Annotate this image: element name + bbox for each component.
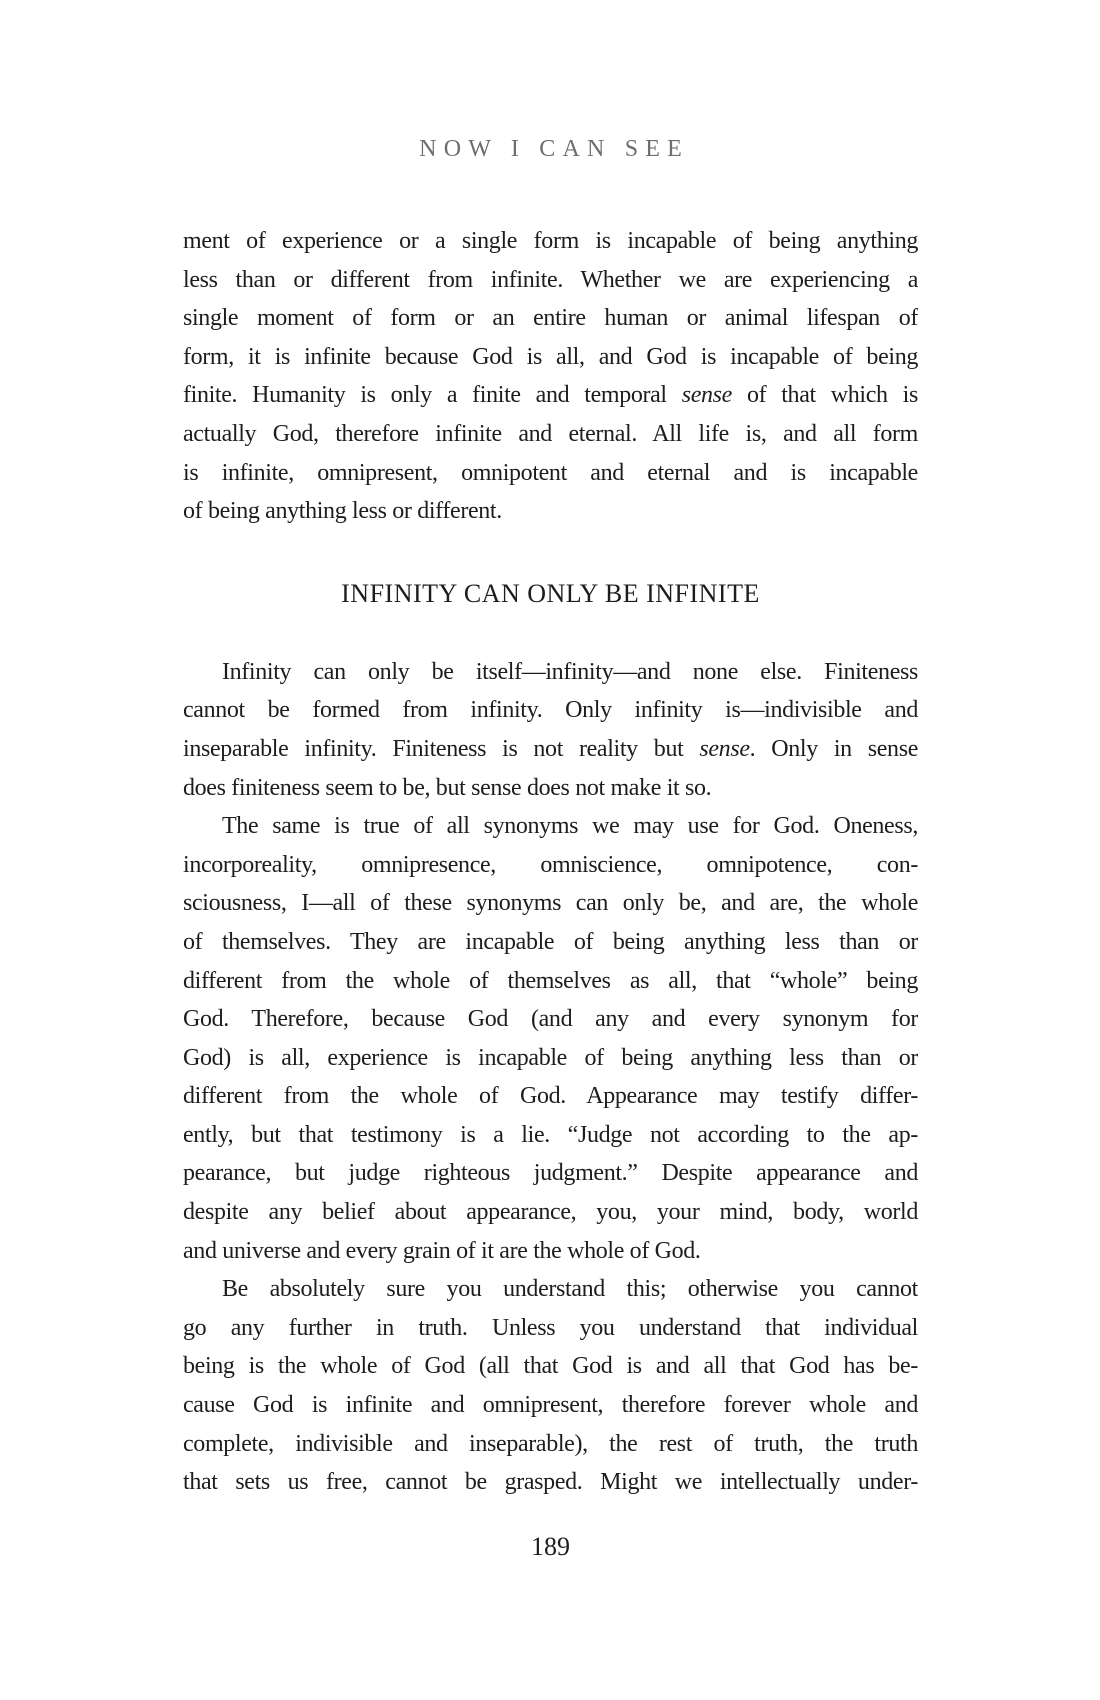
text-line: incorporeality, omnipresence, omniscience, omnipotence, con- <box>183 851 918 878</box>
text-line: being is the whole of God (all that God is and all that God has be- <box>183 1353 918 1380</box>
text-line: God. Therefore, because God (and any and every synonym for <box>183 1006 918 1033</box>
text-line: complete, indivisible and inseparable), the rest of truth, the truth <box>183 1430 918 1457</box>
text-line: form, it is infinite because God is all, and God is incapable of being <box>183 343 918 370</box>
text-line: Infinity can only be itself—infinity—and none else. Finiteness <box>222 658 918 685</box>
text-line: and universe and every grain of it are the whole of God. <box>183 1237 701 1264</box>
text-line: of themselves. They are incapable of being anything less than or <box>183 928 918 955</box>
section-heading: INFINITY CAN ONLY BE INFINITE <box>341 578 760 608</box>
running-header: NOW I CAN SEE <box>419 136 689 162</box>
text-line: less than or different from infinite. Whether we are experiencing a <box>183 266 918 293</box>
text-line: different from the whole of themselves as all, that “whole” being <box>183 967 918 994</box>
paragraph <box>183 807 918 1270</box>
text-line: different from the whole of God. Appearance may testify differ- <box>183 1083 918 1110</box>
text-line: sciousness, I—all of these synonyms can only be, and are, the whole <box>183 890 918 917</box>
text-line: single moment of form or an entire human or animal lifespan of <box>183 305 918 332</box>
text-line: God) is all, experience is incapable of being anything less than or <box>183 1044 918 1071</box>
text-line: that sets us free, cannot be grasped. Might we intellectually under- <box>183 1469 918 1496</box>
text-line: pearance, but judge righteous judgment.” Despite appearance and <box>183 1160 918 1187</box>
text-line: cause God is infinite and omnipresent, therefore forever whole and <box>183 1392 918 1419</box>
paragraph <box>183 1270 918 1502</box>
text-line: is infinite, omnipresent, omnipotent and eternal and is incapable <box>183 459 918 486</box>
text-line: cannot be formed from infinity. Only infinity is—indivisible and <box>183 697 918 724</box>
page-number: 189 <box>531 1532 570 1561</box>
text-line: ently, but that testimony is a lie. “Judge not according to the ap- <box>183 1121 918 1148</box>
italic-text: sense <box>699 735 750 762</box>
page-body <box>183 222 918 1502</box>
paragraph <box>183 653 918 807</box>
text-line: does finiteness seem to be, but sense does not make it so. <box>183 774 712 801</box>
text-line: ment of experience or a single form is incapable of being anything <box>183 228 918 254</box>
text-line: inseparable infinity. Finiteness is not reality but sense. Only in sense <box>183 735 918 762</box>
text-line: Be absolutely sure you understand this; otherwise you cannot <box>222 1276 918 1303</box>
text-line: actually God, therefore infinite and eternal. All life is, and all form <box>183 420 918 447</box>
italic-text: sense <box>681 382 732 409</box>
paragraph <box>183 222 918 531</box>
text-line: go any further in truth. Unless you understand that individual <box>183 1314 918 1341</box>
text-line: despite any belief about appearance, you, your mind, body, world <box>183 1199 918 1226</box>
text-line: finite. Humanity is only a finite and temporal sense of that which is <box>183 382 918 409</box>
text-line: of being anything less or different. <box>183 498 502 525</box>
text-line: The same is true of all synonyms we may use for God. Oneness, <box>222 813 918 840</box>
